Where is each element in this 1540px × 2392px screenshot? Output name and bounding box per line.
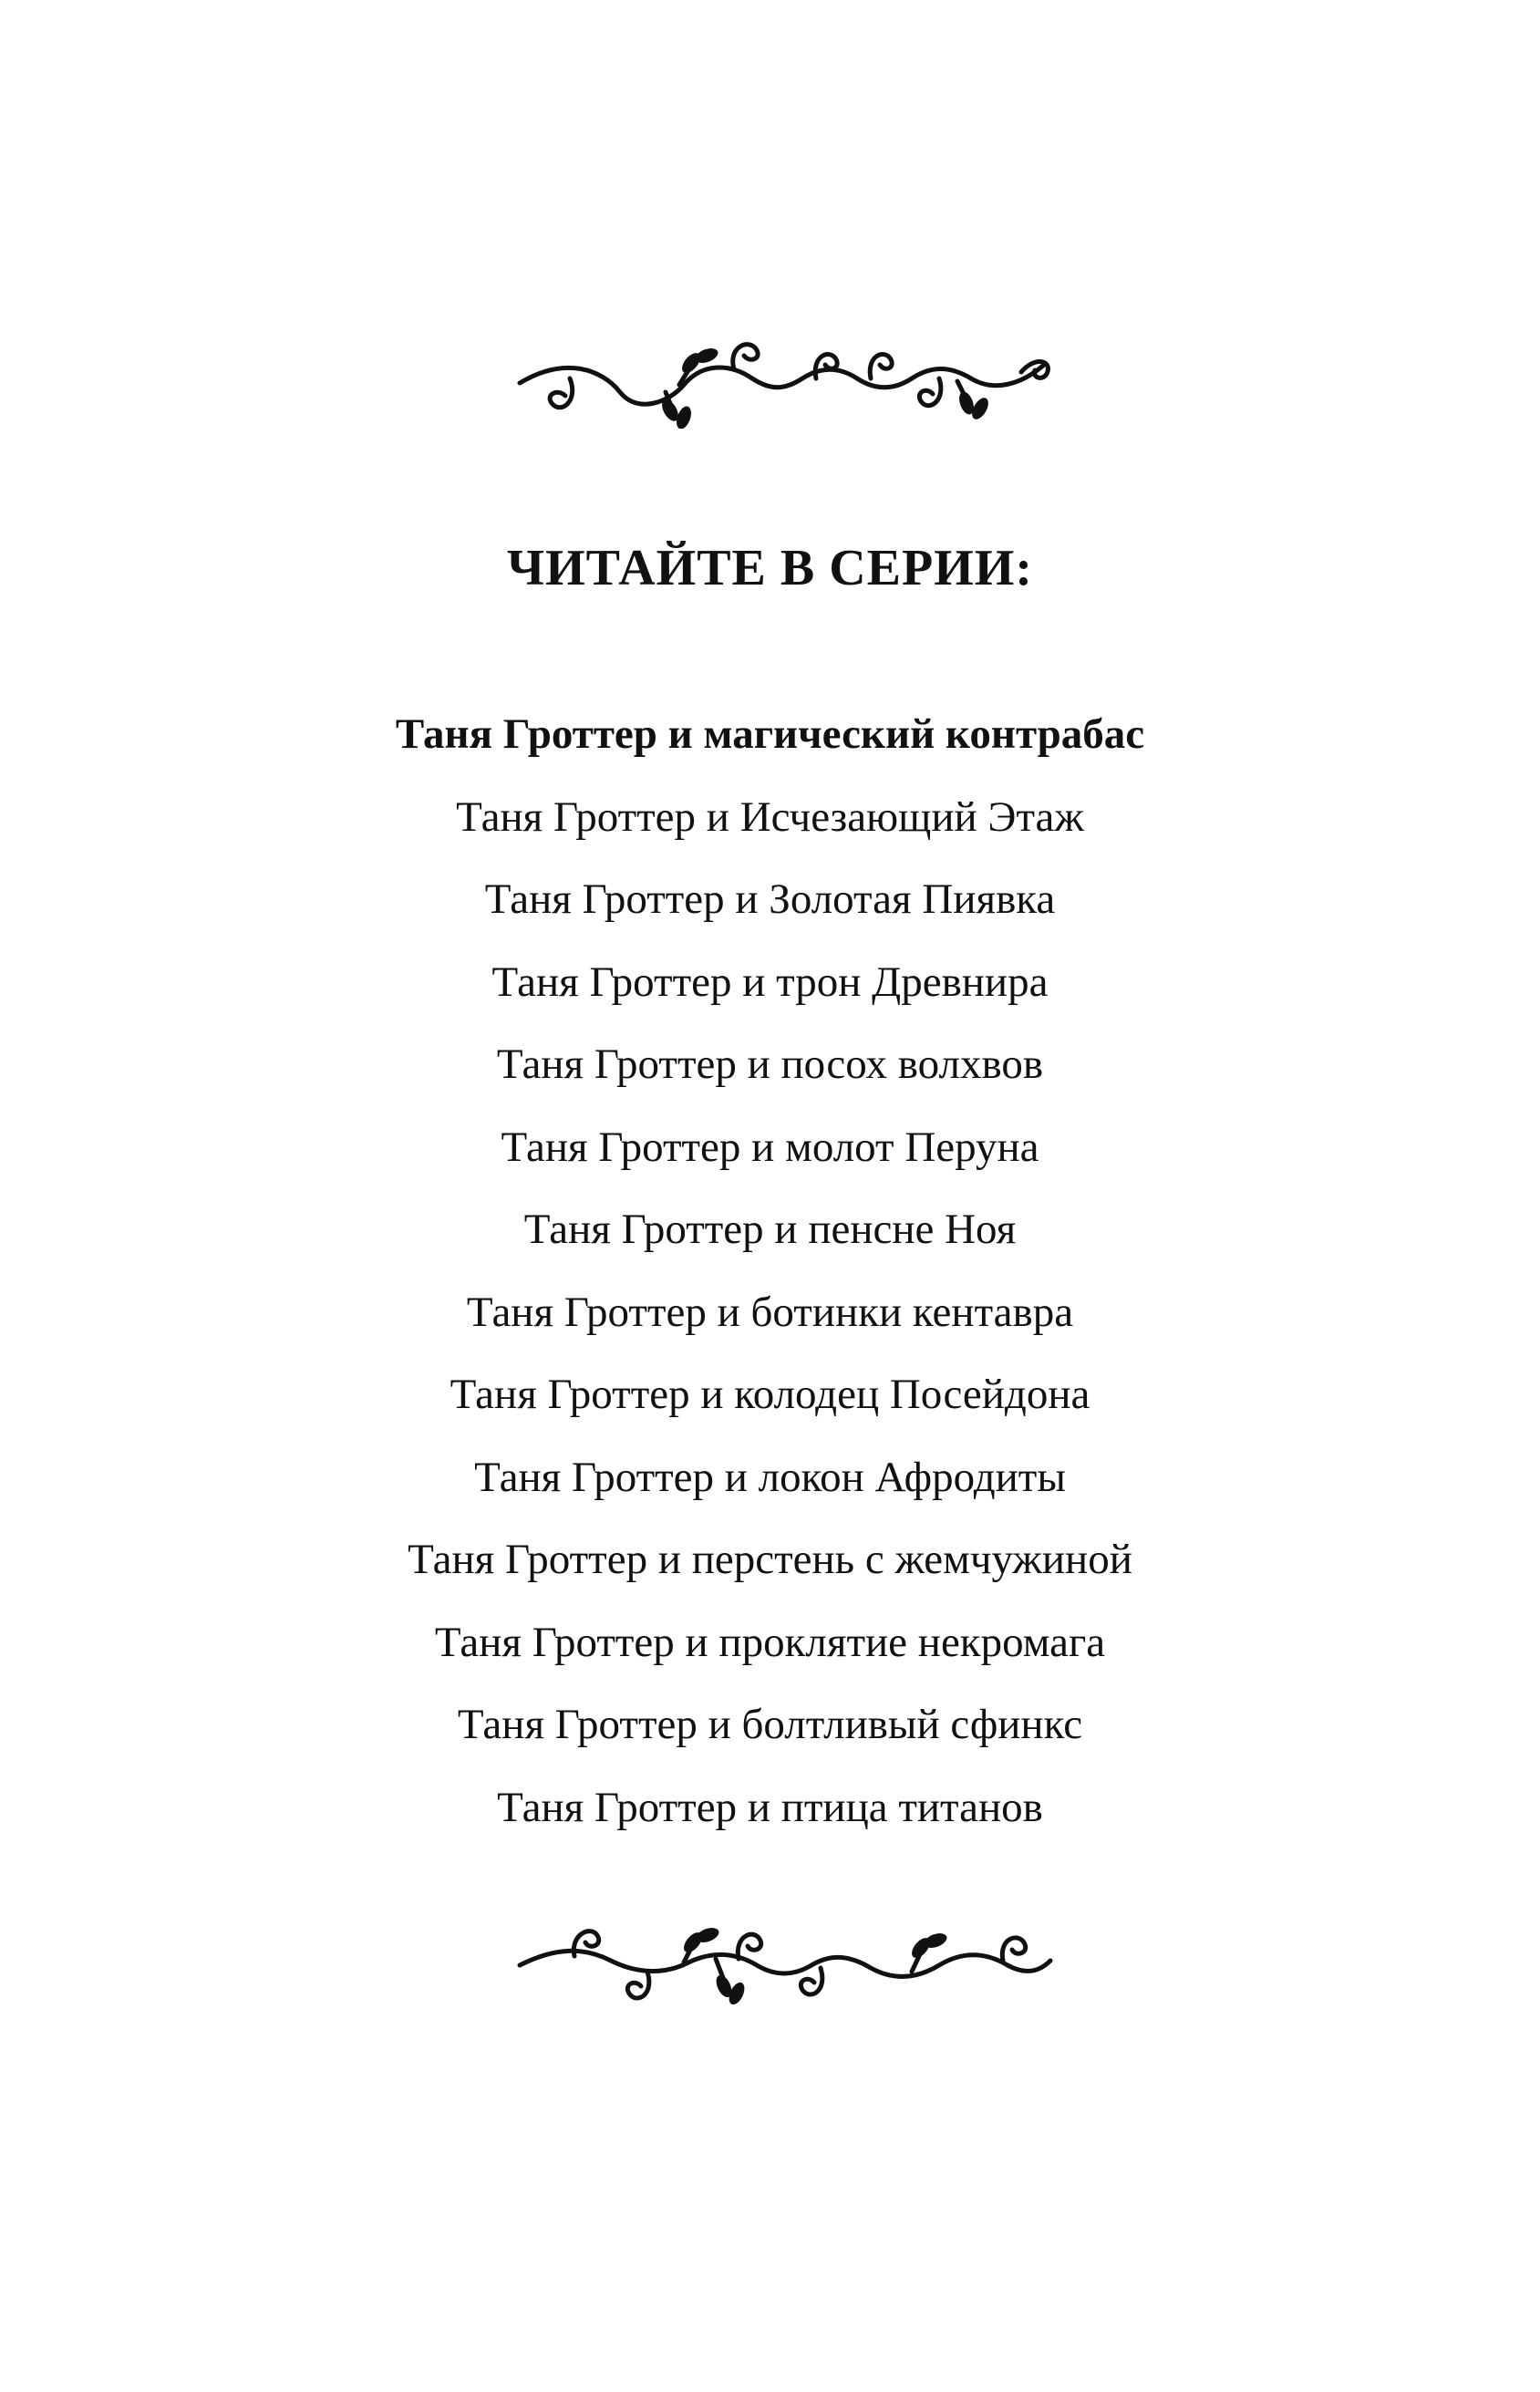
list-item: Таня Гроттер и посох волхвов <box>496 1041 1044 1088</box>
list-item: Таня Гроттер и молот Перуна <box>501 1123 1039 1171</box>
top-ornament <box>511 328 1058 429</box>
bottom-ornament <box>511 1915 1058 2015</box>
vine-flourish-icon <box>511 1915 1058 2015</box>
vine-flourish-icon <box>511 328 1058 429</box>
list-item: Таня Гроттер и пенсне Ноя <box>523 1206 1017 1253</box>
list-item: Таня Гроттер и птица титанов <box>497 1783 1043 1831</box>
book-list <box>0 693 1540 1848</box>
list-item: Таня Гроттер и Исчезающий Этаж <box>456 792 1084 841</box>
list-item: Таня Гроттер и болтливый сфинкс <box>457 1701 1083 1748</box>
list-item: Таня Гроттер и проклятие некромага <box>434 1618 1106 1666</box>
list-item: Таня Гроттер и колодец Посейдона <box>450 1371 1090 1418</box>
series-heading: ЧИТАЙТЕ В СЕРИИ: <box>506 540 1034 596</box>
list-item: Таня Гроттер и ботинки кентавра <box>466 1288 1074 1336</box>
list-item: Таня Гроттер и магический контрабас <box>395 710 1145 758</box>
list-item: Таня Гроттер и локон Афродиты <box>474 1453 1066 1501</box>
list-item: Таня Гроттер и перстень с жемчужиной <box>408 1536 1132 1583</box>
list-item: Таня Гроттер и трон Древнира <box>491 958 1049 1006</box>
list-item: Таня Гроттер и Золотая Пиявка <box>484 875 1056 923</box>
